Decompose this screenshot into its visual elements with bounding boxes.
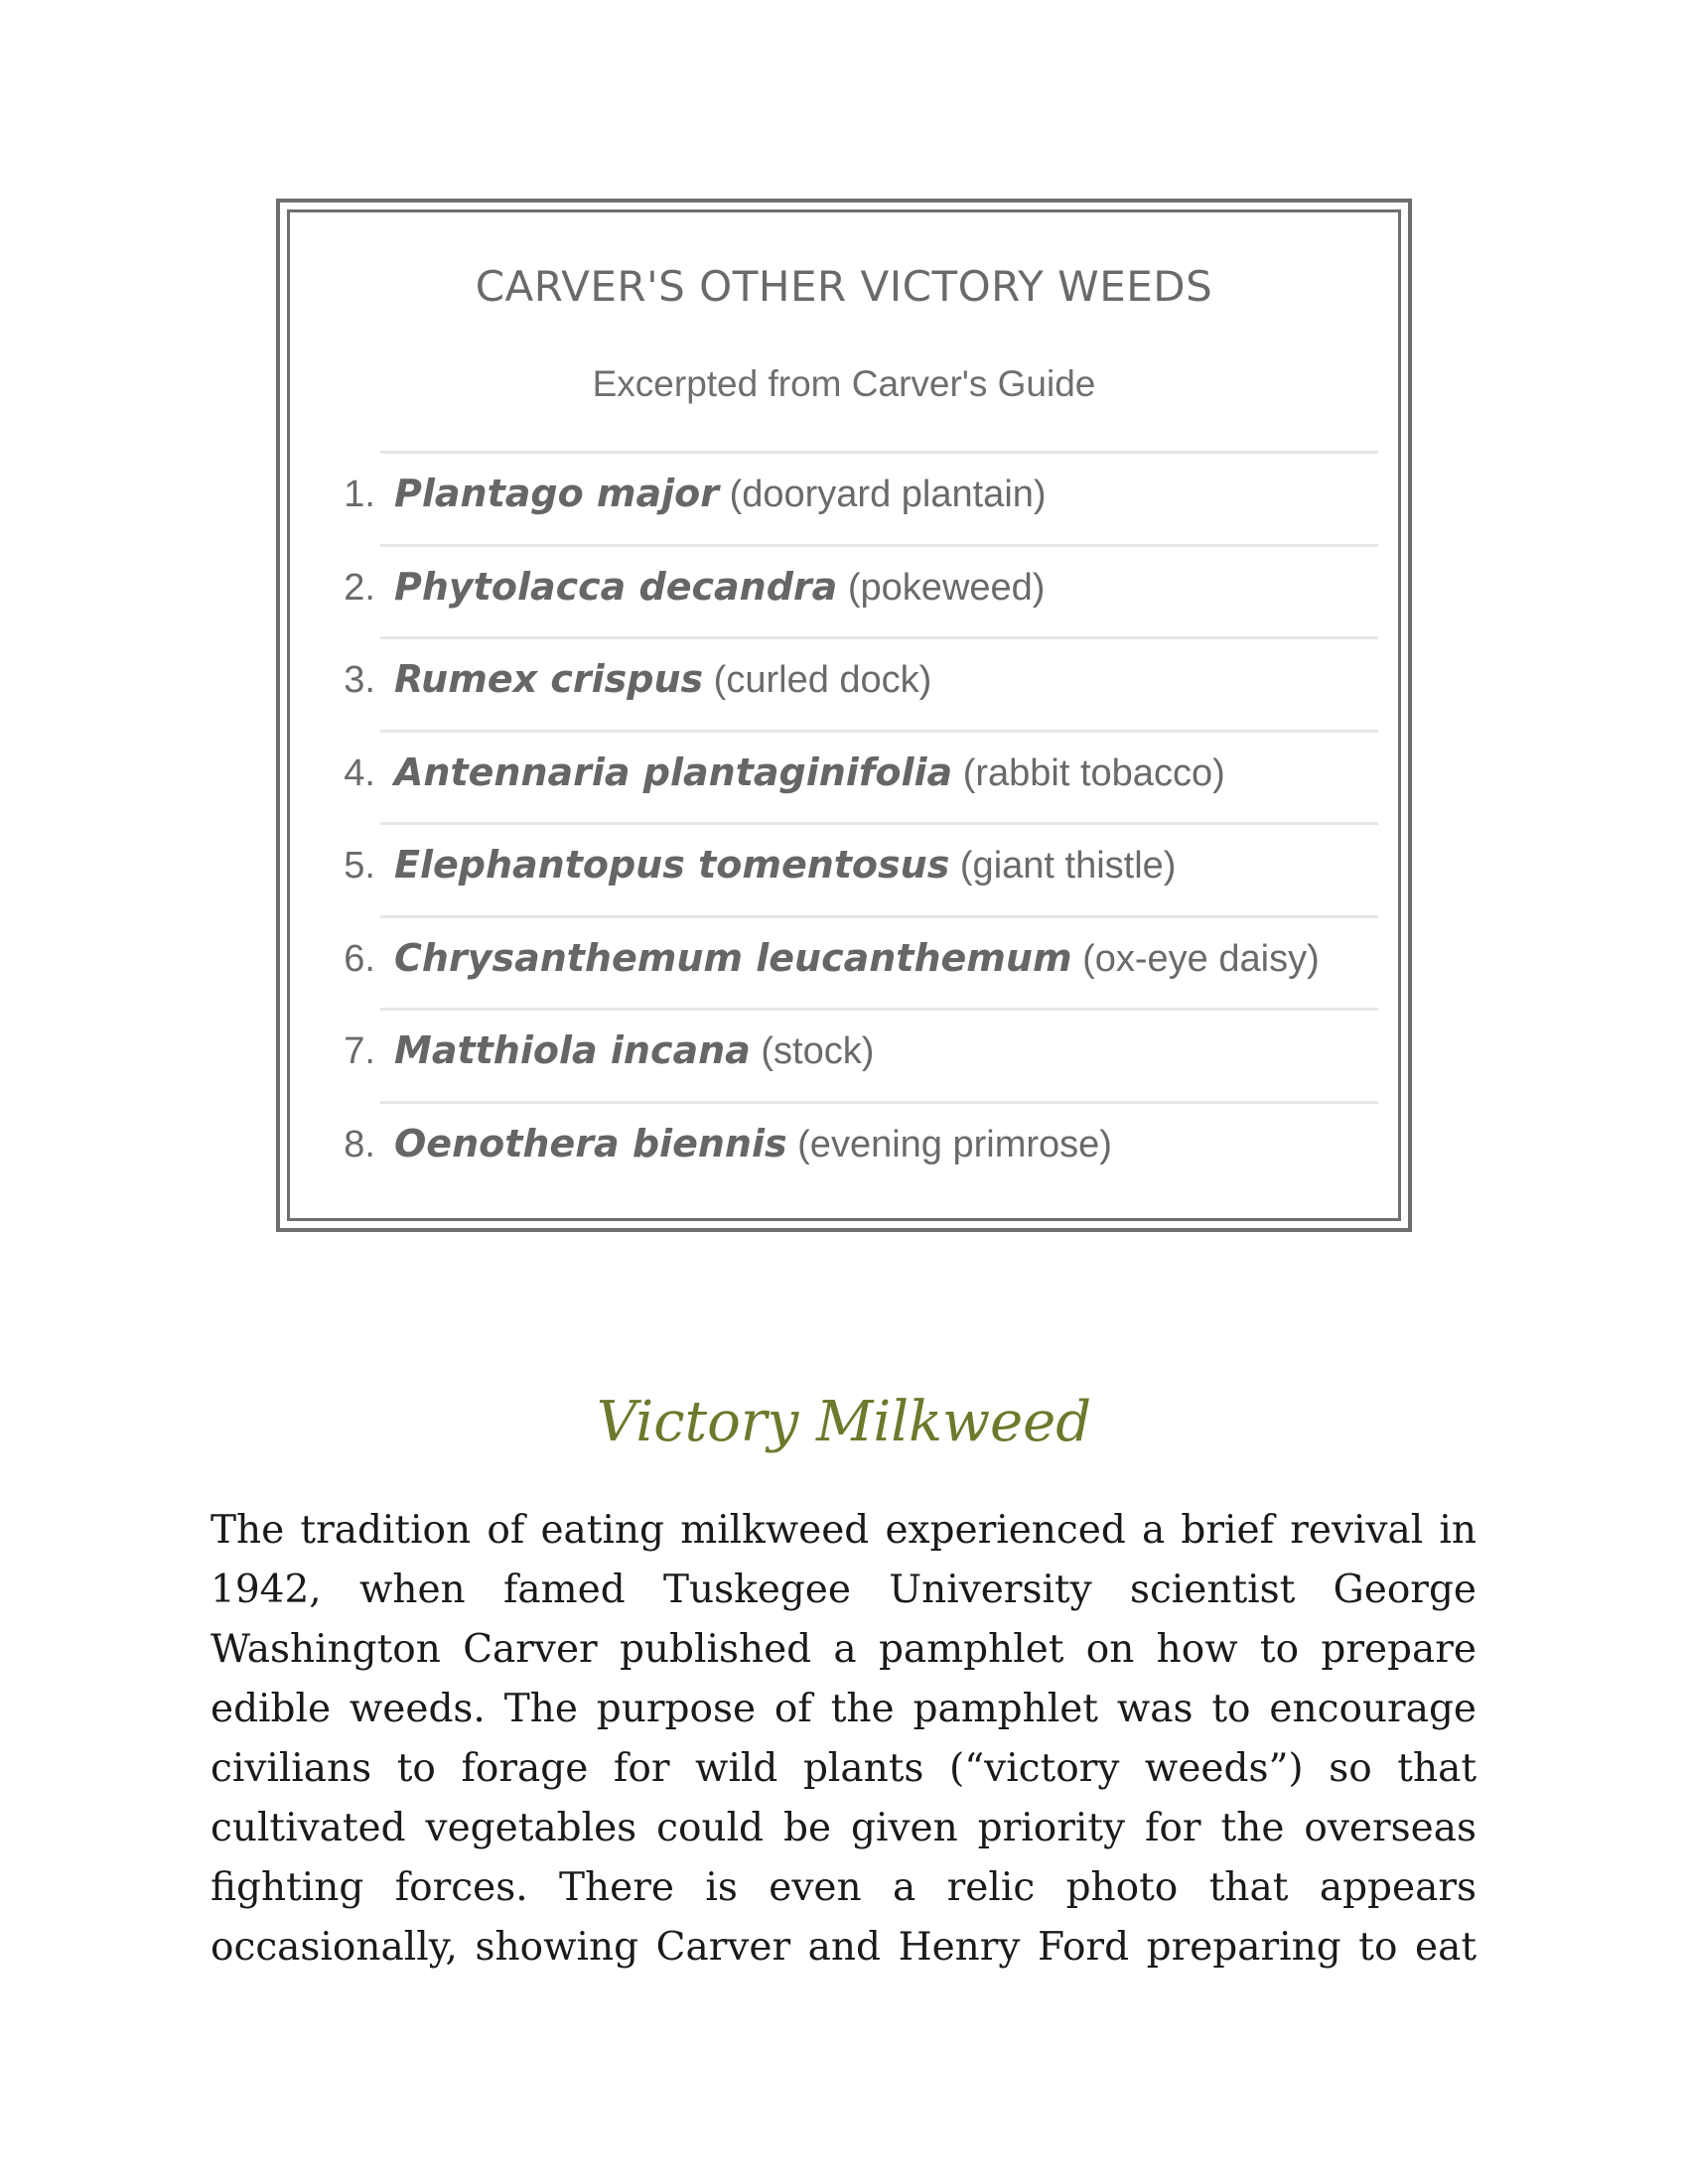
item-number: 8. (344, 1123, 375, 1165)
item-number: 5. (344, 845, 375, 887)
item-number: 2. (344, 566, 375, 609)
common-name: (curled dock) (703, 659, 932, 701)
body-paragraph: The tradition of eating milkweed experienced a brief revival in 1942, when famed Tuskegee University scientist George Washington Carver published a pamphlet on how to prepare edible weeds. The purpose of the pamphlet was to encourage civilians to forage for wild plants (“victory weeds”) so that cultivated vegetables could be given priority for the overseas fighting forces. There is even a relic photo that appears occasionally, showing Carver and Henry Ford preparing to eat (211, 1508, 1477, 1970)
sidebar-subtitle: Excerpted from Carver's Guide (592, 363, 1096, 404)
item-text (394, 565, 1045, 610)
common-name: (rabbit tobacco) (952, 751, 1225, 794)
item-number: 1. (344, 474, 375, 515)
sidebar-inner-frame (287, 209, 1401, 1221)
scientific-name: Elephantopus tomentosus (394, 843, 950, 887)
item-text (394, 657, 931, 702)
section-heading: Victory Milkweed (596, 1390, 1092, 1454)
item-text (394, 843, 1176, 887)
scientific-name: Matthiola incana (394, 1028, 751, 1072)
scientific-name: Oenothera biennis (394, 1121, 787, 1165)
common-name: (pokeweed) (837, 566, 1046, 609)
sidebar-box (276, 199, 1412, 1232)
item-number: 3. (344, 659, 375, 701)
common-name: (ox-eye daisy) (1071, 937, 1320, 980)
item-text (394, 1122, 1112, 1166)
common-name: (giant thistle) (949, 845, 1177, 887)
sidebar-title: CARVER'S OTHER VICTORY WEEDS (475, 262, 1213, 311)
common-name: (stock) (750, 1030, 875, 1072)
list-item (344, 636, 1378, 730)
list-item (344, 915, 1378, 1009)
item-text (394, 751, 1225, 795)
scientific-name: Plantago major (394, 472, 720, 515)
list-item (344, 544, 1378, 637)
list-item (344, 730, 1378, 823)
list-item (344, 1008, 1378, 1101)
item-text (394, 936, 1320, 981)
scientific-name: Chrysanthemum leucanthemum (394, 935, 1072, 980)
scientific-name: Antennaria plantaginifolia (394, 750, 953, 794)
item-number: 6. (344, 937, 375, 980)
item-text (394, 1028, 874, 1073)
item-number: 4. (344, 751, 375, 794)
item-number: 7. (344, 1030, 375, 1072)
item-text (394, 472, 1047, 516)
scientific-name: Phytolacca decandra (394, 564, 838, 609)
common-name: (evening primrose) (786, 1123, 1112, 1165)
weed-list (290, 451, 1398, 1193)
scientific-name: Rumex crispus (394, 657, 704, 701)
list-item (344, 822, 1378, 915)
common-name: (dooryard plantain) (719, 474, 1047, 515)
list-item (344, 451, 1378, 544)
list-item (344, 1101, 1378, 1194)
